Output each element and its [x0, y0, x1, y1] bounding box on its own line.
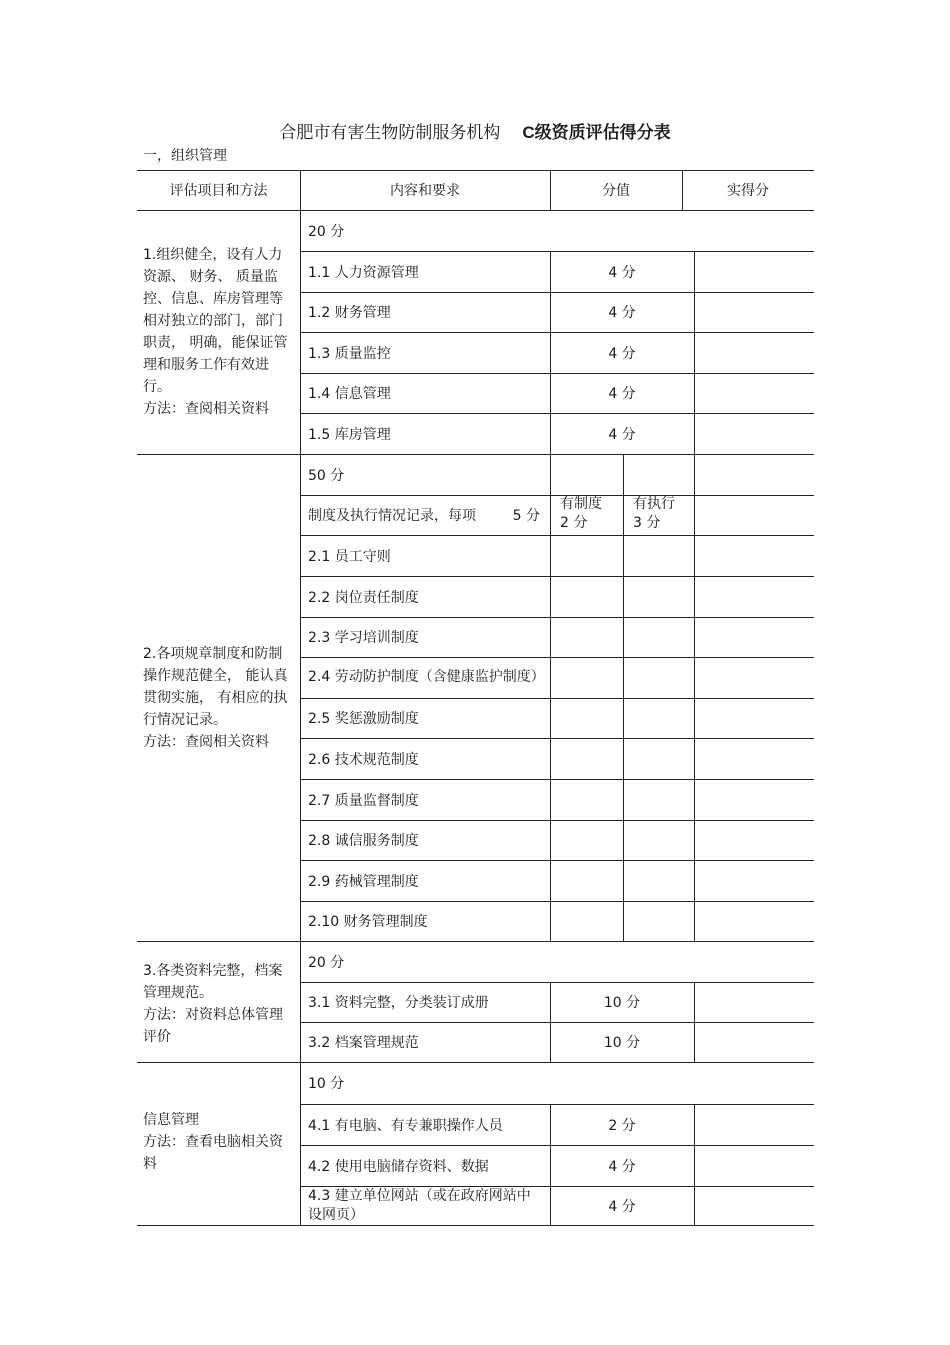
- section-heading: 一，组织管理: [143, 148, 227, 164]
- grid-hline: [137, 1225, 814, 1226]
- grid-vline: [300, 454, 301, 941]
- group2-row-text: 2.7 质量监督制度: [308, 792, 419, 809]
- group2-total: 50 分: [308, 467, 345, 484]
- group4-row-text: 4.1 有电脑、有专兼职操作人员: [308, 1117, 503, 1134]
- group2-row-text: 2.8 诚信服务制度: [308, 833, 419, 849]
- grid-vline: [623, 454, 624, 941]
- grid-vline: [300, 210, 301, 454]
- grid-vline: [694, 1145, 695, 1186]
- group2-row-text: 2.2 岗位责任制度: [308, 589, 419, 606]
- group4-row-text: 4.2 使用电脑储存资料、数据: [308, 1158, 489, 1175]
- group1-row-score: 4 分: [608, 305, 636, 321]
- grid-vline: [694, 1022, 695, 1062]
- group2-record-label: [308, 495, 548, 535]
- header-item: 评估项目和方法: [169, 183, 268, 199]
- grid-vline: [694, 982, 695, 1022]
- grid-vline: [694, 1186, 695, 1225]
- group3-total: 20 分: [308, 954, 345, 971]
- grid-vline: [694, 413, 695, 454]
- grid-hline: [137, 170, 814, 171]
- page-title: 合肥市有害生物防制服务机构 C级资质评估得分表: [279, 123, 671, 143]
- record-score-text: 5 分: [512, 508, 540, 524]
- header-score: 分值: [602, 183, 630, 199]
- group2-row-text: 2.5 奖惩激励制度: [308, 711, 419, 727]
- grid-vline: [694, 373, 695, 413]
- grid-vline: [694, 292, 695, 332]
- group4-description: 信息管理 方法：查看电脑相关资料: [143, 1112, 283, 1172]
- group1-total: 20 分: [308, 223, 345, 240]
- group1-row-score: 4 分: [608, 345, 636, 362]
- grid-vline: [550, 170, 551, 210]
- group3-description: 3.各类资料完整，档案管理规范。 方法：对资料总体管理评价: [143, 963, 283, 1045]
- group1-row-text: 1.5 库房管理: [308, 426, 391, 443]
- group4-row-score: 4 分: [608, 1158, 636, 1175]
- record-label-text: 制度及执行情况记录，每项: [308, 508, 476, 524]
- group1-row-score: 4 分: [608, 386, 636, 402]
- group2-row-text: 2.10 财务管理制度: [308, 914, 428, 930]
- header-content: 内容和要求: [390, 183, 460, 199]
- group2-has-exec: 有执行 3 分: [633, 496, 675, 531]
- group3-row-text: 3.2 档案管理规范: [308, 1035, 419, 1051]
- group2-has-system: 有制度 2 分: [560, 496, 602, 531]
- grid-vline: [300, 1062, 301, 1225]
- group1-row-text: 1.4 信息管理: [308, 386, 391, 402]
- group4-total: 10 分: [308, 1076, 345, 1092]
- group2-row-text: 2.6 技术规范制度: [308, 751, 419, 768]
- group3-row-score: 10 分: [603, 1035, 641, 1051]
- grid-vline: [300, 941, 301, 1062]
- grid-vline: [694, 1104, 695, 1145]
- group2-description: 2.各项规章制度和防制操作规范健全， 能认真贯彻实施， 有相应的执行情况记录。 方法：查阅相关资料: [143, 646, 288, 750]
- group3-row-score: 10 分: [603, 995, 641, 1011]
- group1-row-score: 4 分: [608, 426, 636, 443]
- grid-vline: [550, 454, 551, 941]
- group2-row-text: 2.4 劳动防护制度（含健康监护制度）: [308, 669, 545, 685]
- group4-row-text: 4.3 建立单位网站（或在政府网站中设网页）: [308, 1187, 531, 1223]
- group2-row-text: 2.9 药械管理制度: [308, 873, 419, 890]
- group1-description: 1.组织健全，设有人力资源、 财务、 质量监控、信息、库房管理等相对独立的部门，部门职责， 明确，能保证管理和服务工作有效进行。 方法：查阅相关资料: [143, 247, 288, 417]
- grid-vline: [694, 332, 695, 373]
- group1-row-score: 4 分: [608, 264, 636, 281]
- group2-row-text: 2.1 员工守则: [308, 548, 391, 565]
- group4-row-score: 2 分: [608, 1117, 636, 1134]
- group1-row-text: 1.3 质量监控: [308, 345, 391, 362]
- grid-vline: [694, 251, 695, 292]
- group4-row-score: 4 分: [608, 1198, 636, 1215]
- group1-row-text: 1.1 人力资源管理: [308, 264, 419, 281]
- header-actual: 实得分: [727, 183, 769, 199]
- grid-vline: [682, 170, 683, 210]
- group3-row-text: 3.1 资料完整，分类装订成册: [308, 995, 489, 1011]
- group1-row-text: 1.2 财务管理: [308, 305, 391, 321]
- grid-vline: [300, 170, 301, 210]
- group2-row-text: 2.3 学习培训制度: [308, 630, 419, 646]
